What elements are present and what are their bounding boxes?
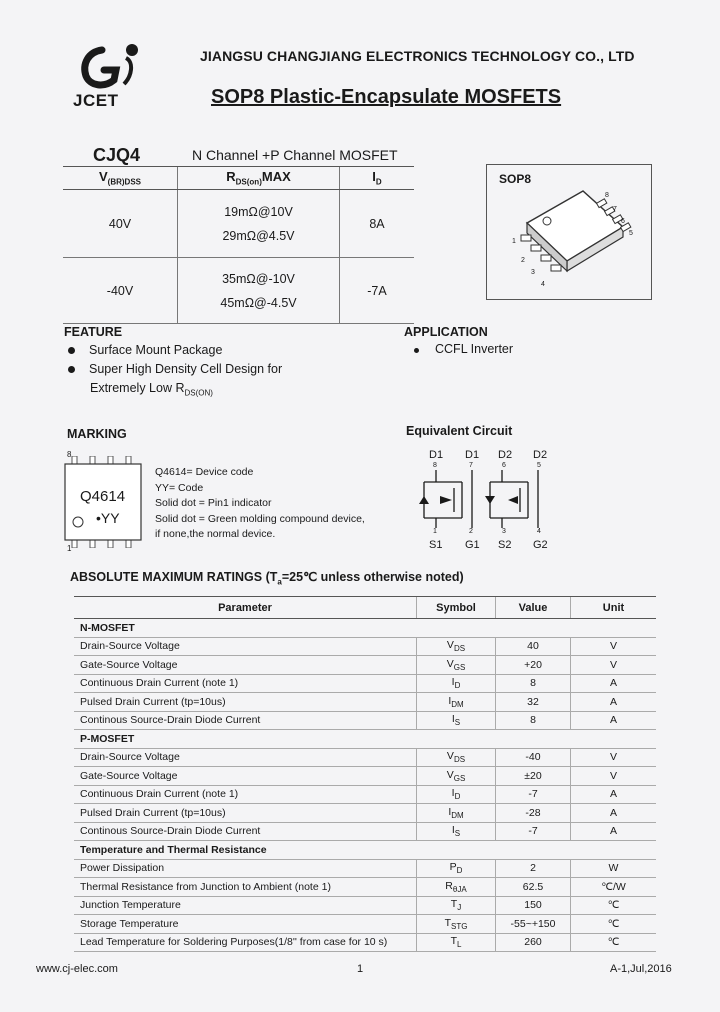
ratings-row	[74, 785, 656, 804]
pin-label: 3	[531, 269, 535, 276]
rating-parameter: Lead Temperature for Soldering Purposes(1/8'' from case for 10 s)	[74, 933, 417, 952]
col-value: Value	[496, 597, 571, 619]
rating-symbol: $V_{GS}$	[417, 767, 496, 786]
pin-label: 4	[541, 281, 545, 288]
spec-col-vbr: $V_{(BR)DSS}$	[63, 167, 178, 190]
logo-text: JCET	[73, 91, 119, 110]
rating-unit: A	[571, 711, 657, 730]
ratings-group-row	[74, 841, 656, 860]
spec-vbr: 40V	[63, 190, 178, 258]
rating-parameter: Drain-Source Voltage	[74, 748, 417, 767]
circuit-pin: 2	[469, 528, 473, 535]
pin-label: 7	[613, 206, 617, 213]
page-title: SOP8 Plastic-Encapsulate MOSFETS	[211, 86, 562, 108]
rating-parameter: Continous Source-Drain Diode Current	[74, 822, 417, 841]
bullet-icon	[414, 348, 419, 353]
equivalent-circuit-icon	[410, 468, 550, 530]
application-item: CCFL Inverter	[414, 342, 513, 356]
ratings-group-row	[74, 619, 656, 638]
ratings-row	[74, 711, 656, 730]
ratings-row	[74, 767, 656, 786]
rating-parameter: Power Dissipation	[74, 859, 417, 878]
rating-symbol: $P_D$	[417, 859, 496, 878]
marking-pin8: 8	[67, 450, 72, 459]
feature-item: Extremely Low $R_{DS(ON)}$	[90, 381, 213, 398]
spec-table	[63, 166, 414, 324]
pin-label: 1	[512, 238, 516, 245]
sop8-package-icon	[505, 185, 645, 295]
rating-value: -40	[496, 748, 571, 767]
ratings-group-row	[74, 730, 656, 749]
pin-label: 6	[621, 218, 625, 225]
footer-rev: A-1,Jul,2016	[610, 963, 672, 975]
rating-parameter: Continous Source-Drain Diode Current	[74, 711, 417, 730]
col-unit: Unit	[571, 597, 657, 619]
ratings-group-label: P-MOSFET	[74, 730, 656, 749]
rating-unit: A	[571, 804, 657, 823]
circuit-label: D1	[429, 449, 444, 461]
ratings-row	[74, 896, 656, 915]
rating-parameter: Thermal Resistance from Junction to Ambient (note 1)	[74, 878, 417, 897]
rating-unit: ℃	[571, 933, 657, 952]
rating-value: -55~+150	[496, 915, 571, 934]
ratings-row	[74, 804, 656, 823]
rating-unit: A	[571, 693, 657, 712]
ratings-row	[74, 822, 656, 841]
circuit-pin: 8	[433, 462, 437, 469]
ratings-group-label: Temperature and Thermal Resistance	[74, 841, 656, 860]
ratings-row	[74, 637, 656, 656]
jcet-logo-icon	[74, 40, 144, 92]
marking-note: YY= Code	[155, 481, 204, 494]
rating-value: ±20	[496, 767, 571, 786]
pin-label: 2	[521, 257, 525, 264]
feature-item: Surface Mount Package	[68, 343, 222, 357]
rating-symbol: $T_J$	[417, 896, 496, 915]
ratings-row	[74, 693, 656, 712]
ratings-row	[74, 656, 656, 675]
ratings-group-label: N-MOSFET	[74, 619, 656, 638]
circuit-label: D2	[533, 449, 548, 461]
spec-row	[63, 258, 414, 324]
circuit-label: G1	[465, 539, 480, 551]
feature-item: Super High Density Cell Design for	[68, 362, 282, 376]
marking-heading: MARKING	[67, 427, 127, 441]
rating-symbol: $I_D$	[417, 785, 496, 804]
ratings-row	[74, 878, 656, 897]
spec-row	[63, 190, 414, 258]
rating-value: 260	[496, 933, 571, 952]
rating-unit: ℃/W	[571, 878, 657, 897]
spec-rds: 19mΩ@10V 29mΩ@4.5V	[178, 190, 340, 258]
ratings-table	[74, 596, 656, 952]
pin-label: 8	[605, 192, 609, 199]
circuit-label: S1	[429, 539, 443, 551]
rating-symbol: $I_S$	[417, 822, 496, 841]
rating-symbol: $I_S$	[417, 711, 496, 730]
rating-value: 32	[496, 693, 571, 712]
rating-unit: A	[571, 674, 657, 693]
rating-value: -28	[496, 804, 571, 823]
spec-id: -7A	[340, 258, 415, 324]
feature-heading: FEATURE	[64, 325, 123, 339]
circuit-label: D1	[465, 449, 480, 461]
spec-col-rds: $R_{DS(on)}MAX$	[178, 167, 340, 190]
bullet-icon	[68, 366, 75, 373]
rating-symbol: $V_{GS}$	[417, 656, 496, 675]
spec-vbr: -40V	[63, 258, 178, 324]
circuit-heading: Equivalent Circuit	[406, 424, 513, 438]
rating-symbol: $T_{STG}$	[417, 915, 496, 934]
rating-value: 2	[496, 859, 571, 878]
ratings-title: ABSOLUTE MAXIMUM RATINGS ($T_a=25℃$ unless otherwise noted)	[70, 570, 464, 587]
circuit-pin: 4	[537, 528, 541, 535]
rating-parameter: Continuous Drain Current (note 1)	[74, 785, 417, 804]
rating-symbol: $I_{DM}$	[417, 804, 496, 823]
ratings-row	[74, 933, 656, 952]
footer-url[interactable]: www.cj-elec.com	[36, 963, 118, 975]
bullet-icon	[68, 347, 75, 354]
circuit-pin: 7	[469, 462, 473, 469]
ratings-row	[74, 859, 656, 878]
rating-unit: V	[571, 656, 657, 675]
rating-symbol: $V_{DS}$	[417, 748, 496, 767]
rating-value: 8	[496, 674, 571, 693]
col-symbol: Symbol	[417, 597, 496, 619]
circuit-label: S2	[498, 539, 512, 551]
rating-value: -7	[496, 785, 571, 804]
rating-symbol: $I_D$	[417, 674, 496, 693]
rating-parameter: Gate-Source Voltage	[74, 656, 417, 675]
rating-parameter: Drain-Source Voltage	[74, 637, 417, 656]
rating-unit: V	[571, 767, 657, 786]
ratings-row	[74, 748, 656, 767]
rating-unit: V	[571, 637, 657, 656]
ratings-header-row	[74, 597, 656, 619]
rating-value: 62.5	[496, 878, 571, 897]
marking-note: if none,the normal device.	[155, 528, 276, 540]
company-name: JIANGSU CHANGJIANG ELECTRONICS TECHNOLOGY CO., LTD	[200, 48, 635, 64]
spec-id: 8A	[340, 190, 415, 258]
rating-parameter: Junction Temperature	[74, 896, 417, 915]
col-parameter: Parameter	[74, 597, 417, 619]
rating-symbol: $V_{DS}$	[417, 637, 496, 656]
rating-unit: ℃	[571, 896, 657, 915]
marking-pin1: 1	[67, 544, 72, 553]
marking-note: Q4614= Device code	[155, 466, 254, 478]
rating-unit: A	[571, 822, 657, 841]
footer-page: 1	[357, 963, 364, 975]
circuit-pin: 6	[502, 462, 506, 469]
rating-symbol: $T_L$	[417, 933, 496, 952]
rating-unit: A	[571, 785, 657, 804]
rating-unit: V	[571, 748, 657, 767]
application-heading: APPLICATION	[404, 325, 488, 339]
marking-note: Solid dot = Green molding compound device,	[155, 512, 365, 525]
ratings-row	[74, 674, 656, 693]
ratings-row	[74, 915, 656, 934]
rating-unit: ℃	[571, 915, 657, 934]
marking-note: Solid dot = Pin1 indicator	[155, 497, 272, 509]
rating-value: 40	[496, 637, 571, 656]
circuit-label: D2	[498, 449, 513, 461]
circuit-label: G2	[533, 539, 548, 551]
marking-yy: •YY	[96, 510, 120, 526]
rating-unit: W	[571, 859, 657, 878]
rating-parameter: Gate-Source Voltage	[74, 767, 417, 786]
circuit-pin: 5	[537, 462, 541, 469]
circuit-pin: 1	[433, 528, 437, 535]
rating-parameter: Continuous Drain Current (note 1)	[74, 674, 417, 693]
rating-parameter: Pulsed Drain Current (tp=10us)	[74, 693, 417, 712]
rating-symbol: $R_{\theta JA}$	[417, 878, 496, 897]
part-number: CJQ4	[93, 145, 141, 165]
rating-parameter: Storage Temperature	[74, 915, 417, 934]
spec-col-id: $I_D$	[340, 167, 415, 190]
spec-rds: 35mΩ@-10V 45mΩ@-4.5V	[178, 258, 340, 324]
rating-value: 8	[496, 711, 571, 730]
rating-value: -7	[496, 822, 571, 841]
package-label: SOP8	[499, 172, 532, 186]
rating-parameter: Pulsed Drain Current (tp=10us)	[74, 804, 417, 823]
marking-code: Q4614	[80, 488, 126, 505]
pin-label: 5	[629, 230, 633, 237]
part-description: N Channel +P Channel MOSFET	[192, 147, 398, 163]
circuit-pin: 3	[502, 528, 506, 535]
rating-symbol: $I_{DM}$	[417, 693, 496, 712]
rating-value: +20	[496, 656, 571, 675]
marking-notes	[155, 465, 365, 543]
rating-value: 150	[496, 896, 571, 915]
